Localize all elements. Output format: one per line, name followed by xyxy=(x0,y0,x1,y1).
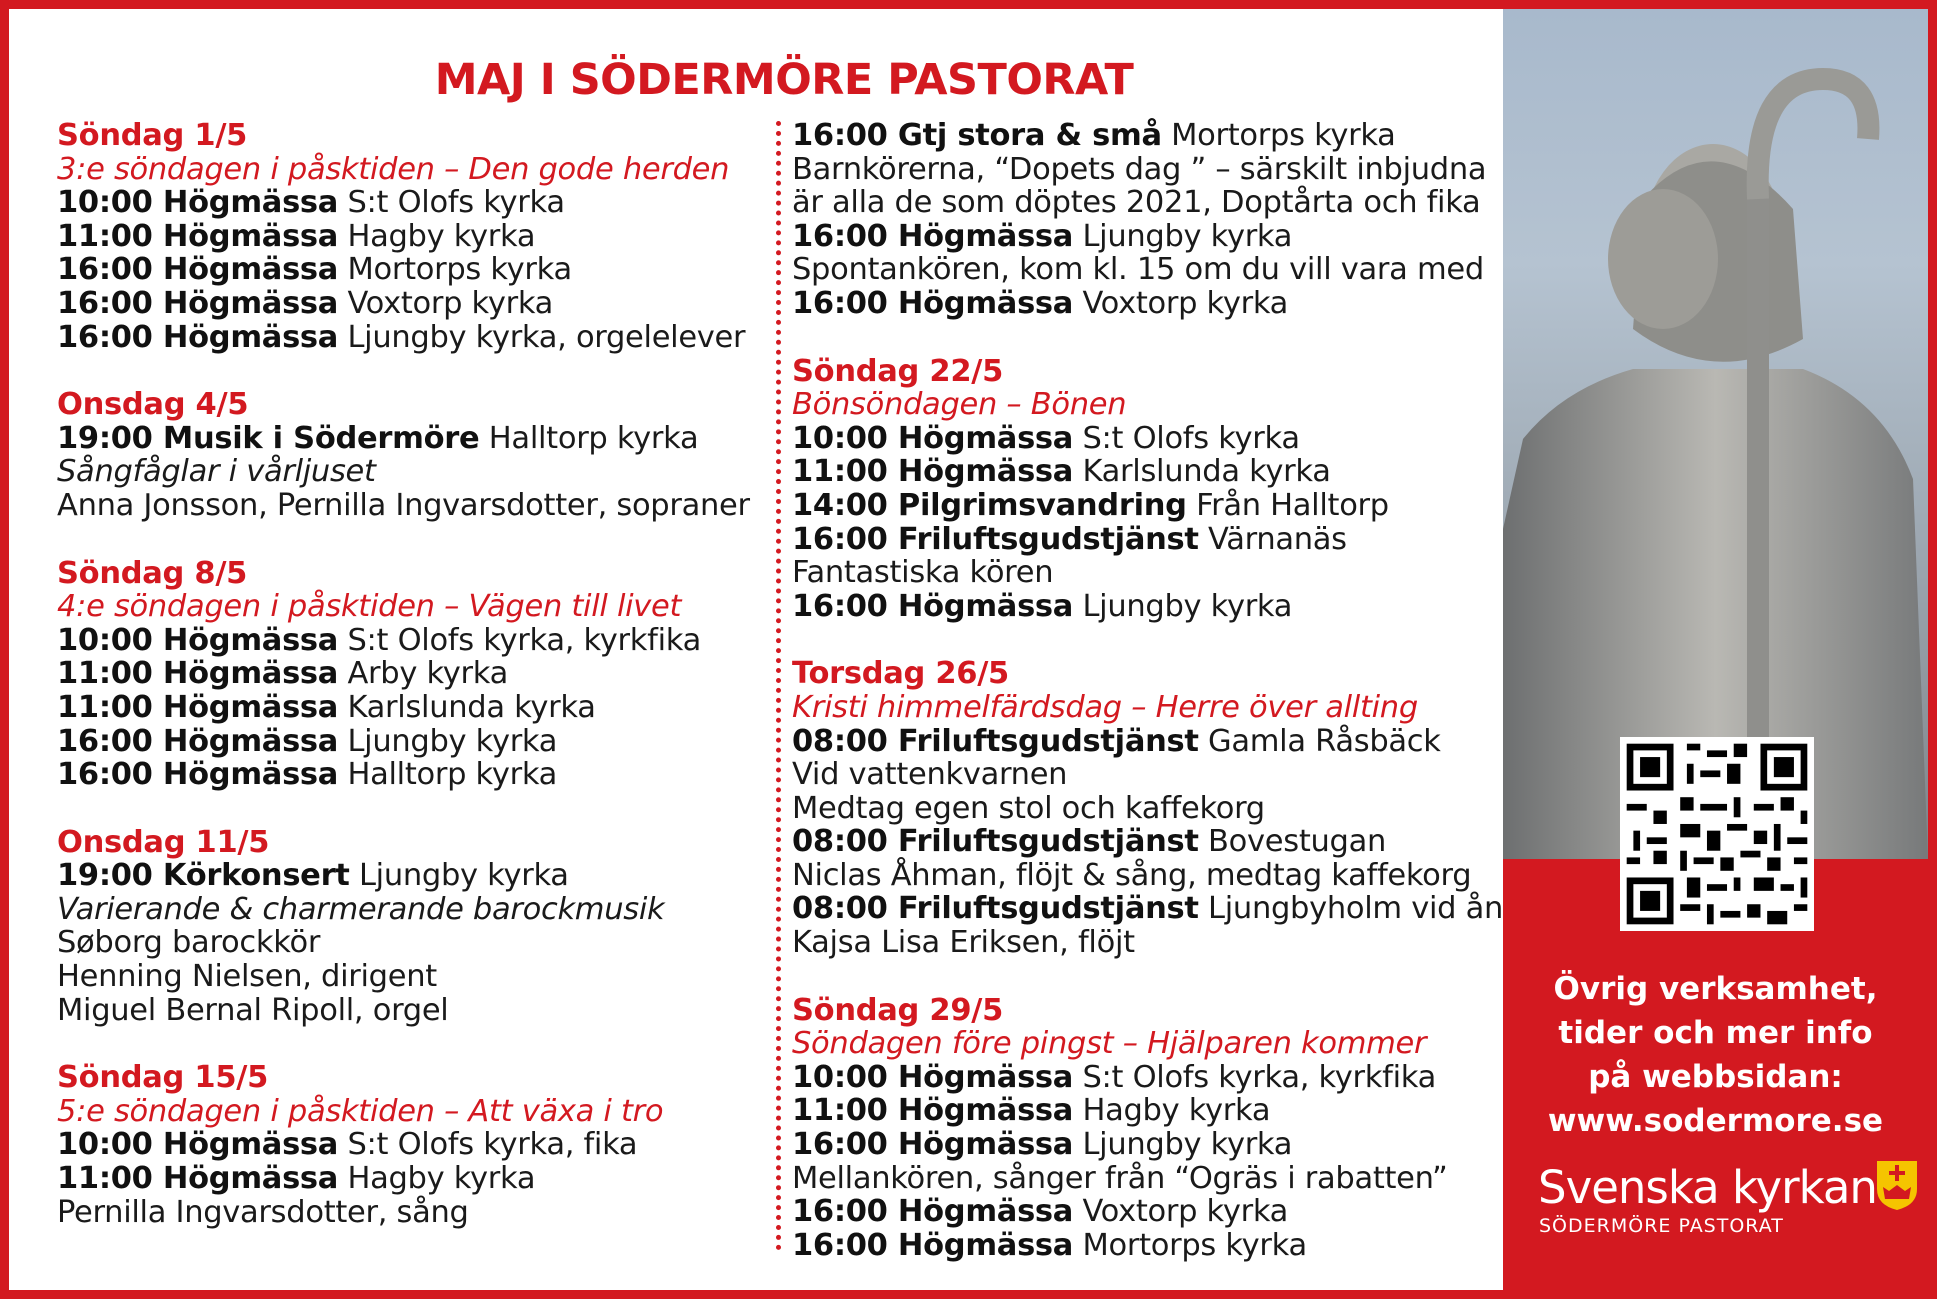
service-location: S:t Olofs kyrka, kyrkfika xyxy=(1073,1059,1436,1095)
service-time-title: 16:00 Högmässa xyxy=(57,252,339,288)
service-time-title: 11:00 Högmässa xyxy=(57,1161,339,1197)
service-time-title: 16:00 Högmässa xyxy=(792,1127,1074,1163)
service-time-title: 08:00 Friluftsgudstjänst xyxy=(792,723,1199,759)
day-subtitle: Bönsöndagen – Bönen xyxy=(792,387,1127,423)
info-text xyxy=(1503,967,1928,1143)
schedule-column-left xyxy=(57,119,777,1263)
service-location: Hagby kyrka xyxy=(338,1161,536,1197)
brand-logo-text: Svenska kyrkan xyxy=(1538,1161,1877,1214)
service-note: Kajsa Lisa Eriksen, flöjt xyxy=(792,925,1135,961)
day-block xyxy=(57,557,777,792)
info-line: på webbsidan: xyxy=(1588,1059,1843,1095)
service-time-title: 19:00 Musik i Södermöre xyxy=(57,420,480,456)
service-location: Karlslunda kyrka xyxy=(1073,454,1331,490)
day-subtitle: Söndagen före pingst – Hjälparen kommer xyxy=(792,1026,1427,1062)
service-entry xyxy=(57,657,777,691)
service-time-title: 11:00 Högmässa xyxy=(57,689,339,725)
service-entry xyxy=(57,725,777,759)
day-block xyxy=(57,119,777,354)
service-time-title: 16:00 Högmässa xyxy=(792,218,1074,254)
day-block xyxy=(792,355,1512,624)
service-note: Henning Nielsen, dirigent xyxy=(57,959,437,995)
service-note: Pernilla Ingvarsdotter, sång xyxy=(57,1194,469,1230)
service-time-title: 19:00 Körkonsert xyxy=(57,858,350,894)
day-block xyxy=(792,657,1512,959)
service-time-title: 16:00 Högmässa xyxy=(57,757,339,793)
info-line: Övrig verksamhet, xyxy=(1553,971,1878,1007)
service-entry xyxy=(57,253,777,287)
service-note: Niclas Åhman, flöjt & sång, medtag kaffekorg xyxy=(792,857,1472,893)
service-location: Gamla Råsbäck xyxy=(1198,723,1441,759)
service-entry xyxy=(792,422,1512,456)
service-entry xyxy=(792,825,1512,859)
service-location: Arby kyrka xyxy=(338,656,508,692)
page-title: MAJ I SÖDERMÖRE PASTORAT xyxy=(434,55,1134,105)
day-heading: Onsdag 4/5 xyxy=(57,387,249,423)
service-entry xyxy=(792,287,1512,321)
service-entry xyxy=(792,725,1512,759)
service-entry xyxy=(792,523,1512,557)
service-time-title: 11:00 Högmässa xyxy=(57,656,339,692)
service-time-title: 16:00 Högmässa xyxy=(792,1194,1074,1230)
service-location: Ljungbyholm vid ån xyxy=(1198,891,1504,927)
service-entry xyxy=(57,1162,777,1196)
service-time-title: 11:00 Högmässa xyxy=(57,218,339,254)
service-location: Voxtorp kyrka xyxy=(1073,285,1289,321)
service-location: Ljungby kyrka xyxy=(349,858,569,894)
service-time-title: 16:00 Högmässa xyxy=(57,319,339,355)
service-location: Halltorp kyrka xyxy=(338,757,558,793)
service-location: Ljungby kyrka xyxy=(338,723,558,759)
shepherd-statue-photo xyxy=(1503,9,1928,859)
day-subtitle: 3:e söndagen i påsktiden – Den gode herden xyxy=(57,151,730,187)
service-time-title: 16:00 Högmässa xyxy=(792,588,1074,624)
day-subtitle: Kristi himmelfärdsdag – Herre över allting xyxy=(792,689,1418,725)
service-entry xyxy=(57,859,777,893)
brand-subtitle: SÖDERMÖRE PASTORAT xyxy=(1539,1215,1784,1237)
service-entry xyxy=(792,1094,1512,1128)
sidebar xyxy=(1503,9,1928,1290)
service-time-title: 16:00 Högmässa xyxy=(792,285,1074,321)
service-time-title: 11:00 Högmässa xyxy=(792,1093,1074,1129)
service-note: Mellankören, sånger från “Ogräs i rabatten” xyxy=(792,1160,1448,1196)
schedule-column-right xyxy=(792,119,1512,1296)
service-location: Ljungby kyrka xyxy=(1073,588,1293,624)
service-note: Spontankören, kom kl. 15 om du vill vara med xyxy=(792,252,1484,288)
schedule-panel xyxy=(9,9,1503,1290)
service-location: S:t Olofs kyrka, kyrkfika xyxy=(338,622,701,658)
service-location: Ljungby kyrka xyxy=(1073,218,1293,254)
service-entry xyxy=(792,1195,1512,1229)
service-note: Vid vattenkvarnen xyxy=(792,757,1068,793)
day-heading: Söndag 15/5 xyxy=(57,1060,269,1096)
service-entry xyxy=(792,489,1512,523)
service-entry xyxy=(792,119,1512,153)
service-entry xyxy=(792,220,1512,254)
day-block xyxy=(57,826,777,1028)
service-entry xyxy=(57,691,777,725)
day-heading: Söndag 29/5 xyxy=(792,992,1004,1028)
service-entry xyxy=(57,220,777,254)
service-time-title: 16:00 Högmässa xyxy=(57,285,339,321)
service-location: Mortorps kyrka xyxy=(1161,118,1396,153)
service-time-title: 10:00 Högmässa xyxy=(792,1059,1074,1095)
service-location: S:t Olofs kyrka xyxy=(338,185,565,221)
service-note: Fantastiska kören xyxy=(792,555,1054,591)
day-block xyxy=(792,994,1512,1263)
program-title: Varierande & charmerande barockmusik xyxy=(57,891,665,927)
service-entry xyxy=(57,1128,777,1162)
service-entry xyxy=(57,287,777,321)
info-line: tider och mer info xyxy=(1558,1015,1873,1051)
service-location: Hagby kyrka xyxy=(338,218,536,254)
service-note: Medtag egen stol och kaffekorg xyxy=(792,790,1265,826)
service-time-title: 10:00 Högmässa xyxy=(57,1127,339,1163)
day-subtitle: 5:e söndagen i påsktiden – Att växa i tro xyxy=(57,1093,664,1129)
day-block xyxy=(57,1061,777,1229)
service-time-title: 08:00 Friluftsgudstjänst xyxy=(792,891,1199,927)
service-entry xyxy=(792,892,1512,926)
service-entry xyxy=(792,1229,1512,1263)
service-location: Karlslunda kyrka xyxy=(338,689,596,725)
service-time-title: 16:00 Högmässa xyxy=(792,1227,1074,1263)
service-entry xyxy=(792,1128,1512,1162)
statue-illustration xyxy=(1503,9,1928,859)
day-heading: Onsdag 11/5 xyxy=(57,824,270,860)
service-note: är alla de som döptes 2021, Doptårta och fika xyxy=(792,185,1481,221)
service-time-title: 11:00 Högmässa xyxy=(792,454,1074,490)
day-heading: Söndag 22/5 xyxy=(792,353,1004,389)
day-heading: Torsdag 26/5 xyxy=(792,656,1009,692)
day-block xyxy=(792,119,1512,321)
crown-cross-crest-icon xyxy=(1875,1159,1919,1211)
day-block xyxy=(57,388,777,522)
service-time-title: 16:00 Gtj stora & små xyxy=(792,118,1162,153)
service-entry xyxy=(792,590,1512,624)
website-link[interactable]: www.sodermore.se xyxy=(1547,1103,1884,1139)
column-divider xyxy=(776,121,781,1251)
service-location: Värnanäs xyxy=(1198,521,1347,557)
service-location: Voxtorp kyrka xyxy=(1073,1194,1289,1230)
service-location: Halltorp kyrka xyxy=(479,420,699,456)
service-time-title: 10:00 Högmässa xyxy=(792,420,1074,456)
service-location: S:t Olofs kyrka, fika xyxy=(338,1127,638,1163)
service-note: Barnkörerna, “Dopets dag ” – särskilt inbjudna xyxy=(792,151,1487,187)
day-heading: Söndag 1/5 xyxy=(57,118,248,153)
service-entry xyxy=(57,321,777,355)
service-location: Mortorps kyrka xyxy=(338,252,572,288)
service-time-title: 16:00 Friluftsgudstjänst xyxy=(792,521,1199,557)
service-location: Mortorps kyrka xyxy=(1073,1227,1307,1263)
service-location: Ljungby kyrka, orgelelever xyxy=(338,319,746,355)
service-time-title: 10:00 Högmässa xyxy=(57,185,339,221)
service-entry xyxy=(57,624,777,658)
service-entry xyxy=(792,455,1512,489)
day-subtitle: 4:e söndagen i påsktiden – Vägen till livet xyxy=(57,589,682,625)
service-entry xyxy=(57,186,777,220)
service-location: S:t Olofs kyrka xyxy=(1073,420,1300,456)
service-entry xyxy=(57,422,777,456)
service-location: Bovestugan xyxy=(1198,824,1387,860)
qr-code-icon[interactable] xyxy=(1620,737,1814,931)
service-note: Miguel Bernal Ripoll, orgel xyxy=(57,992,449,1028)
service-location: Hagby kyrka xyxy=(1073,1093,1271,1129)
service-time-title: 14:00 Pilgrimsvandring xyxy=(792,487,1187,523)
service-location: Ljungby kyrka xyxy=(1073,1127,1293,1163)
service-location: Från Halltorp xyxy=(1186,487,1389,523)
day-heading: Söndag 8/5 xyxy=(57,555,248,591)
service-note: Søborg barockkör xyxy=(57,925,321,961)
service-time-title: 10:00 Högmässa xyxy=(57,622,339,658)
program-title: Sångfåglar i vårljuset xyxy=(57,454,376,490)
service-entry xyxy=(792,1061,1512,1095)
service-entry xyxy=(57,758,777,792)
service-time-title: 08:00 Friluftsgudstjänst xyxy=(792,824,1199,860)
service-location: Voxtorp kyrka xyxy=(338,285,554,321)
service-note: Anna Jonsson, Pernilla Ingvarsdotter, sopraner xyxy=(57,487,750,523)
service-time-title: 16:00 Högmässa xyxy=(57,723,339,759)
